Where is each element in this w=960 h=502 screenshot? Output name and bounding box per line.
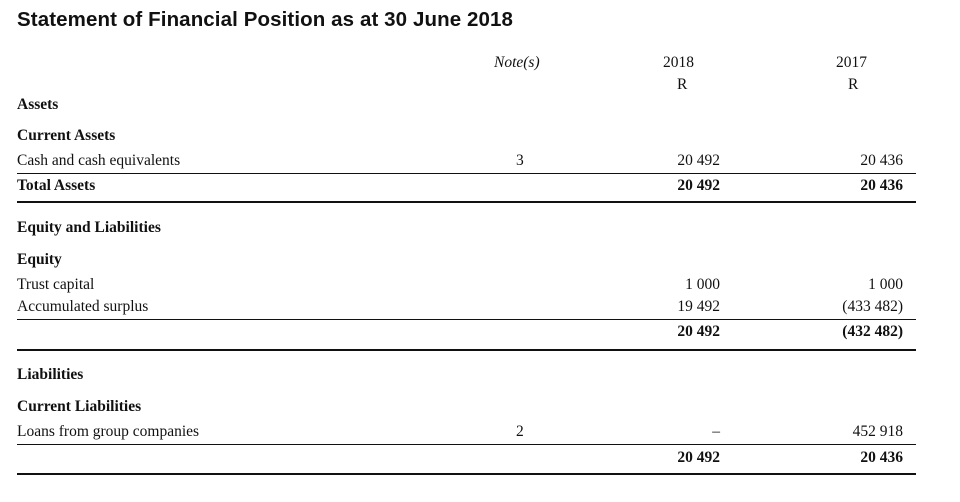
divider [17,444,916,445]
header-2017: 2017 [836,54,867,71]
total-assets-2017: 20 436 [860,177,903,194]
trust-capital-label: Trust capital [17,276,95,293]
accumulated-surplus-2017: (433 482) [842,298,903,315]
equity-total-2017: (432 482) [842,323,903,340]
divider [17,201,916,203]
loans-2018: – [712,423,720,440]
current-assets-heading: Current Assets [17,127,116,144]
statement-title: Statement of Financial Position as at 30 June 2018 [17,8,514,31]
equity-liabilities-heading: Equity and Liabilities [17,219,161,236]
header-2018: 2018 [663,54,694,71]
divider [17,173,916,174]
cash-label: Cash and cash equivalents [17,152,181,169]
accumulated-surplus-label: Accumulated surplus [17,298,149,315]
loans-2017: 452 918 [852,423,903,440]
divider [17,349,916,351]
accumulated-surplus-2018: 19 492 [677,298,720,315]
liabilities-heading: Liabilities [17,366,84,383]
trust-capital-2017: 1 000 [868,276,903,293]
liabilities-total-2017: 20 436 [860,449,903,466]
equity-total-2018: 20 492 [677,323,720,340]
liabilities-total-2018: 20 492 [677,449,720,466]
cash-2017: 20 436 [860,152,903,169]
header-currency-2018: R [677,76,688,93]
header-currency-2017: R [848,76,859,93]
total-assets-label: Total Assets [17,177,96,194]
equity-heading: Equity [17,251,62,268]
assets-heading: Assets [17,96,59,113]
divider [17,319,916,320]
cash-2018: 20 492 [677,152,720,169]
divider [17,473,916,475]
header-notes: Note(s) [494,54,540,71]
current-liabilities-heading: Current Liabilities [17,398,142,415]
loans-label: Loans from group companies [17,423,200,440]
total-assets-2018: 20 492 [677,177,720,194]
trust-capital-2018: 1 000 [685,276,720,293]
